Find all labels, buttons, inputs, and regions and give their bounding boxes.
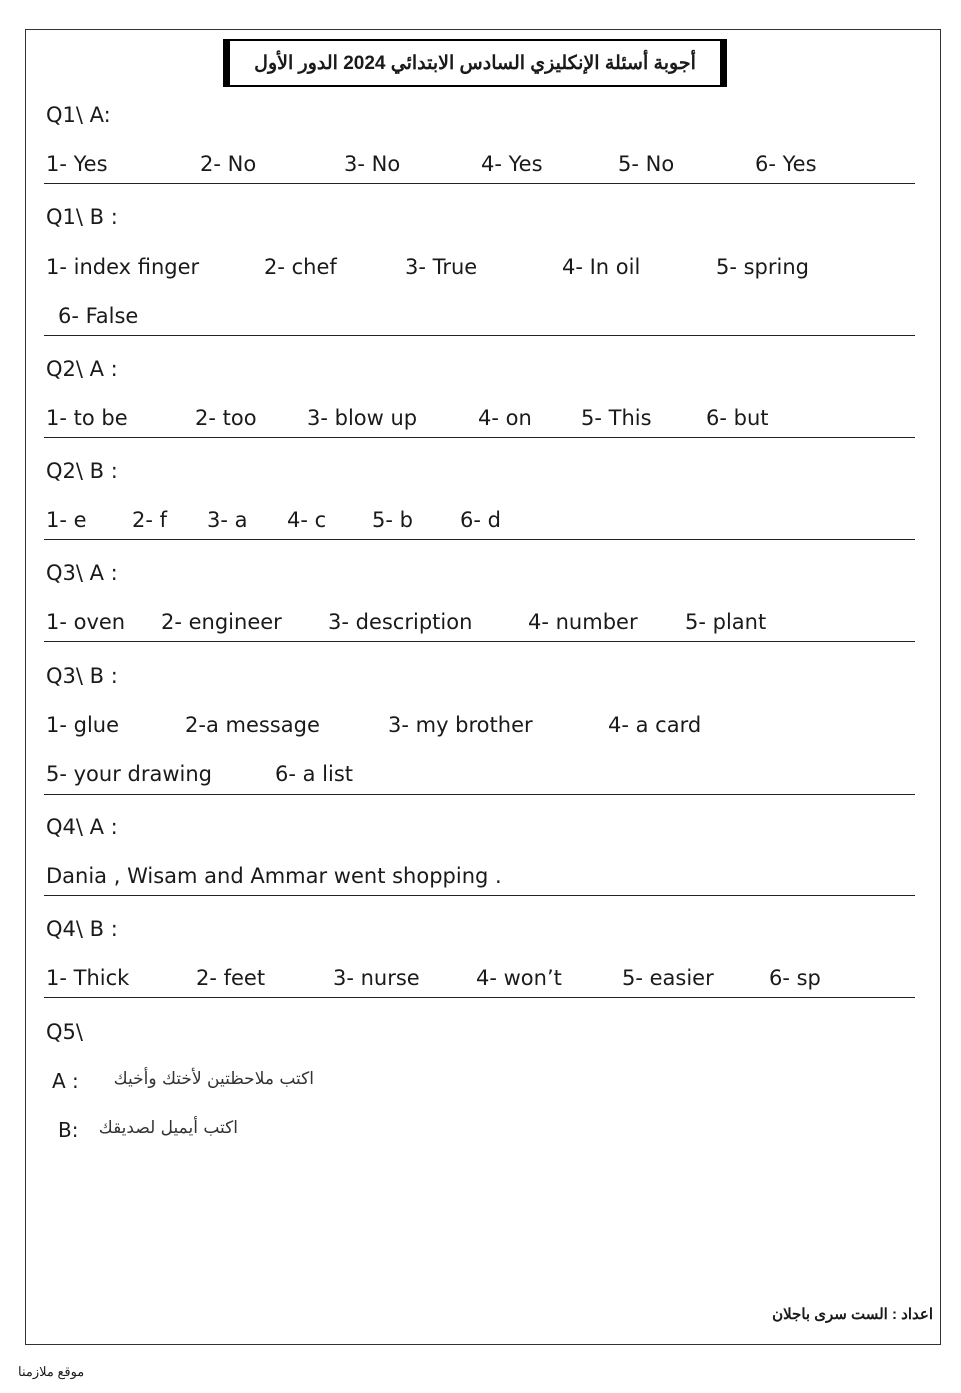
- q1a-answer-2: 2- No: [200, 152, 257, 176]
- q3b-answer-2: 2-a message: [185, 713, 320, 737]
- q1a-label: Q1\ A:: [46, 103, 111, 127]
- q2b-answer-1: 1- e: [46, 508, 87, 532]
- q4b-answer-5: 5- easier: [622, 966, 714, 990]
- q1b-answer-5: 5- spring: [716, 255, 809, 279]
- q1b-answer-4: 4- In oil: [562, 255, 641, 279]
- divider: [44, 183, 915, 184]
- q5-a-prefix: A :: [52, 1069, 79, 1093]
- q4a-label: Q4\ A :: [46, 815, 118, 839]
- q2b-answer-6: 6- d: [460, 508, 501, 532]
- q5-label: Q5\: [46, 1020, 83, 1044]
- q5-b-prefix: B:: [58, 1118, 79, 1142]
- q1a-answer-4: 4- Yes: [481, 152, 543, 176]
- page-frame: [25, 29, 941, 1345]
- divider: [44, 335, 915, 336]
- q1a-answer-6: 6- Yes: [755, 152, 817, 176]
- q4b-answer-2: 2- feet: [196, 966, 266, 990]
- q2a-answer-3: 3- blow up: [307, 406, 418, 430]
- q3a-answer-3: 3- description: [328, 610, 473, 634]
- q1b-answer-1: 1- index finger: [46, 255, 200, 279]
- divider: [44, 794, 915, 795]
- q2a-answer-6: 6- but: [706, 406, 769, 430]
- q3b-answer-4: 4- a card: [608, 713, 702, 737]
- q3b-label: Q3\ B :: [46, 664, 118, 688]
- q3b-answer-6: 6- a list: [275, 762, 354, 786]
- q4b-answer-3: 3- nurse: [333, 966, 420, 990]
- q4b-answer-4: 4- won’t: [476, 966, 562, 990]
- q1b-label: Q1\ B :: [46, 205, 118, 229]
- q2b-answer-3: 3- a: [207, 508, 248, 532]
- divider: [44, 997, 915, 998]
- q2a-answer-5: 5- This: [581, 406, 652, 430]
- q3b-answer-1: 1- glue: [46, 713, 120, 737]
- q2b-answer-5: 5- b: [372, 508, 413, 532]
- q3b-answer-5: 5- your drawing: [46, 762, 212, 786]
- divider: [44, 895, 915, 896]
- q4b-answer-6: 6- sp: [769, 966, 821, 990]
- q2a-answer-4: 4- on: [478, 406, 532, 430]
- q4a-sentence: Dania , Wisam and Ammar went shopping .: [46, 864, 502, 888]
- q4b-answer-1: 1- Thick: [46, 966, 130, 990]
- divider: [44, 641, 915, 642]
- q3a-answer-1: 1- oven: [46, 610, 126, 634]
- q4b-label: Q4\ B :: [46, 917, 118, 941]
- q3a-answer-4: 4- number: [528, 610, 638, 634]
- author-credit: اعداد : الست سرى باجلان: [772, 1306, 933, 1323]
- q3b-answer-3: 3- my brother: [388, 713, 533, 737]
- divider: [44, 437, 915, 438]
- q3a-label: Q3\ A :: [46, 561, 118, 585]
- divider: [44, 539, 915, 540]
- q2a-answer-1: 1- to be: [46, 406, 128, 430]
- site-credit: موقع ملازمنا: [18, 1364, 85, 1379]
- q3a-answer-5: 5- plant: [685, 610, 767, 634]
- q5-a-text: اكتب ملاحظتين لأختك وأخيك: [113, 1069, 314, 1089]
- q5-b-text: اكتب أيميل لصديقك: [98, 1118, 238, 1138]
- q2a-label: Q2\ A :: [46, 357, 118, 381]
- q1a-answer-3: 3- No: [344, 152, 401, 176]
- q1b-answer-6: 6- False: [58, 304, 139, 328]
- q2b-answer-4: 4- c: [287, 508, 327, 532]
- q1b-answer-2: 2- chef: [264, 255, 337, 279]
- q1b-answer-3: 3- True: [405, 255, 478, 279]
- q2a-answer-2: 2- too: [195, 406, 257, 430]
- q2b-answer-2: 2- f: [132, 508, 168, 532]
- q1a-answer-1: 1- Yes: [46, 152, 108, 176]
- q3a-answer-2: 2- engineer: [161, 610, 282, 634]
- page-title: أجوبة أسئلة الإنكليزي السادس الابتدائي 2024 الدور الأول: [223, 39, 727, 87]
- q1a-answer-5: 5- No: [618, 152, 675, 176]
- q2b-label: Q2\ B :: [46, 459, 118, 483]
